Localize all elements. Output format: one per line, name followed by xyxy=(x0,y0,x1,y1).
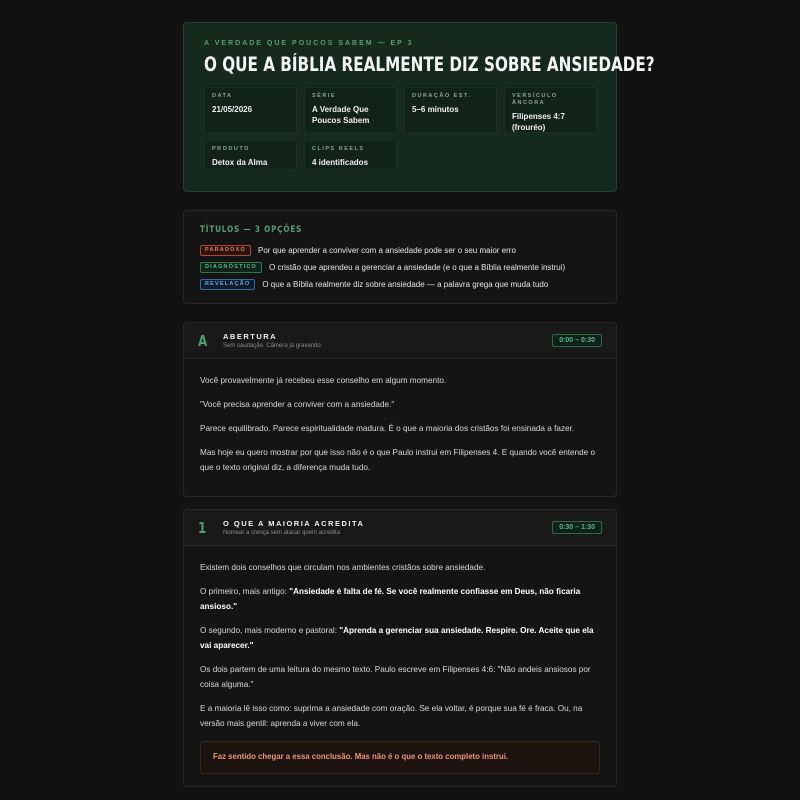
script-paragraph: Parece equilibrado. Parece espiritualidade madura. É o que a maioria dos cristãos foi ensinada a fazer. xyxy=(200,424,575,433)
title-tag: PARADOXO xyxy=(200,245,251,256)
meta-date xyxy=(204,87,297,133)
meta-label: PRODUTO xyxy=(212,146,250,152)
meta-value: Filipenses 4:7 (frouréo) xyxy=(512,112,565,132)
section-marker: A xyxy=(198,331,208,350)
meta-value: 5–6 minutos xyxy=(412,105,459,114)
meta-anchor-verse xyxy=(504,87,597,133)
title-tag: REVELAÇÃO xyxy=(200,279,255,290)
script-paragraph xyxy=(200,623,600,653)
script-paragraph: Os dois partem de uma leitura do mesmo texto. Paulo escreve em Filipenses 4:6: "Não andeis ansiosos por coisa alguma." xyxy=(200,665,591,689)
episode-header xyxy=(183,22,655,192)
title-text: O que a Bíblia realmente diz sobre ansiedade — a palavra grega que muda tudo xyxy=(262,279,549,289)
callout-box: Faz sentido chegar a essa conclusão. Mas não é o que o texto completo instrui. xyxy=(200,741,600,774)
meta-duration xyxy=(404,87,497,133)
paragraph-lead: O segundo, mais moderno e pastoral: xyxy=(200,626,340,635)
meta-value: A Verdade Que Poucos Sabem xyxy=(312,105,370,125)
meta-label: DURAÇÃO EST. xyxy=(412,93,472,99)
title-option xyxy=(200,279,600,289)
script-quote: "Aprenda a gerenciar sua ansiedade. Respire. Ore. Aceite que ela vai aparecer." xyxy=(200,626,594,650)
section-header xyxy=(184,323,616,359)
script-paragraph: Você provavelmente já recebeu esse conselho em algum momento. xyxy=(200,376,447,385)
section-title: ABERTURA xyxy=(223,332,278,341)
paragraph-lead: O primeiro, mais antigo: xyxy=(200,587,290,596)
meta-value: 21/05/2026 xyxy=(212,105,253,114)
title-option xyxy=(200,262,600,272)
episode-kicker: A VERDADE QUE POUCOS SABEM — EP 3 xyxy=(204,40,414,47)
meta-value: Detox da Alma xyxy=(212,158,268,167)
section-title: O QUE A MAIORIA ACREDITA xyxy=(223,519,365,528)
meta-label: SÉRIE xyxy=(312,93,337,99)
title-text: Por que aprender a conviver com a ansiedade pode ser o seu maior erro xyxy=(257,245,516,255)
section-abertura xyxy=(183,322,617,497)
section-heading xyxy=(223,519,364,536)
section-heading xyxy=(223,332,322,349)
section-subtitle: Sem saudação. Câmera já gravando. xyxy=(223,343,323,349)
section-marker: 1 xyxy=(198,518,207,537)
meta-label: CLIPS REELS xyxy=(312,146,365,152)
section-body xyxy=(184,546,616,786)
script-paragraph: E a maioria lê isso como: suprima a ansiedade com oração. Se ela voltar, é porque sua fé é fraca. Ou, na versão mais gentil: aprenda a viver com ela. xyxy=(200,704,583,728)
meta-grid xyxy=(204,87,596,170)
script-paragraph: Mas hoje eu quero mostrar por que isso não é o que Paulo instrui em Filipenses 4. E quando você entende o que o texto original diz, a diferença muda tudo. xyxy=(200,448,596,472)
meta-clips xyxy=(304,140,397,170)
meta-product xyxy=(204,140,297,170)
title-text: O cristão que aprendeu a gerenciar a ansiedade (e o que a Bíblia realmente instrui) xyxy=(269,262,566,272)
time-badge: 0:00 – 0:30 xyxy=(552,334,602,347)
meta-label: VERSÍCULO ÂNCORA xyxy=(512,93,558,106)
section-subtitle: Nomear a crença sem atacar quem acredita xyxy=(223,530,341,536)
script-quote: "Você precisa aprender a conviver com a ansiedade." xyxy=(200,400,395,409)
script-paragraph: Existem dois conselhos que circulam nos ambientes cristãos sobre ansiedade. xyxy=(200,563,486,572)
page-title: O QUE A BÍBLIA REALMENTE DIZ SOBRE ANSIEDADE? xyxy=(204,53,655,76)
meta-series xyxy=(304,87,397,133)
time-badge: 0:30 – 1:30 xyxy=(552,521,602,534)
title-tag: DIAGNÓSTICO xyxy=(200,262,262,273)
meta-value: 4 identificados xyxy=(312,158,369,167)
titles-heading: TÍTULOS — 3 OPÇÕES xyxy=(200,225,303,235)
section-body xyxy=(184,359,616,496)
section-header xyxy=(184,510,616,546)
script-paragraph xyxy=(200,584,600,614)
titles-card xyxy=(183,210,617,304)
meta-label: DATA xyxy=(212,93,233,99)
script-quote: "Ansiedade é falta de fé. Se você realmente confiasse em Deus, não ficaria ansioso." xyxy=(200,587,581,611)
title-option xyxy=(200,245,600,255)
page-container xyxy=(183,22,655,787)
section-maioria xyxy=(183,509,617,787)
